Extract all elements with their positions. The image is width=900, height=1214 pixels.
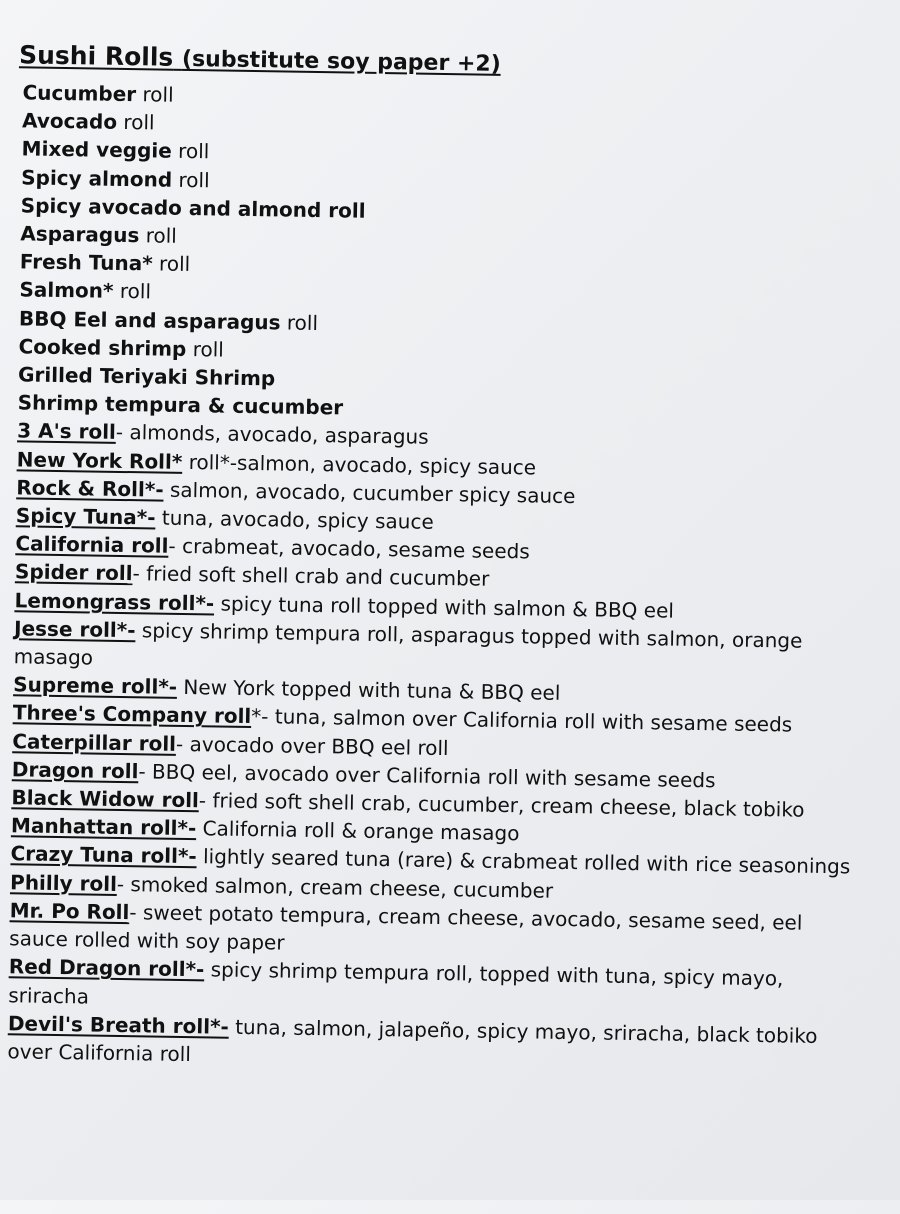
item-name: Mixed veggie bbox=[21, 137, 172, 163]
item-name: Spider roll bbox=[15, 560, 133, 586]
item-name: Manhattan roll*- bbox=[11, 814, 197, 841]
item-name: Rock & Roll*- bbox=[16, 475, 164, 501]
item-name: Black Widow roll bbox=[11, 785, 199, 812]
item-name: Spicy avocado and almond roll bbox=[21, 193, 366, 222]
item-description: spicy shrimp tempura roll, asparagus topped with salmon, orange masago bbox=[14, 618, 803, 670]
item-description: tuna, avocado, spicy sauce bbox=[155, 506, 434, 534]
item-description: - sweet potato tempura, cream cheese, avocado, sesame seed, eel sauce rolled with soy paper bbox=[9, 900, 803, 955]
item-description: lightly seared tuna (rare) & crabmeat rolled with rice seasonings bbox=[197, 845, 851, 879]
item-name: Crazy Tuna roll*- bbox=[10, 842, 196, 869]
item-name: Cucumber bbox=[22, 80, 136, 106]
item-name: Cooked shrimp bbox=[18, 334, 186, 361]
item-description: - crabmeat, avocado, sesame seeds bbox=[168, 534, 530, 564]
item-description: *- tuna, salmon over California roll with sesame seeds bbox=[251, 705, 792, 737]
item-description: roll*-salmon, avocado, spicy sauce bbox=[182, 450, 536, 480]
item-name: Shrimp tempura & cucumber bbox=[17, 391, 343, 420]
item-name: Salmon* bbox=[19, 278, 113, 303]
item-description: New York topped with tuna & BBQ eel bbox=[177, 675, 561, 705]
item-name: Avocado bbox=[22, 109, 117, 134]
item-suffix: roll bbox=[136, 82, 174, 107]
item-suffix: roll bbox=[152, 252, 190, 277]
item-name: Spicy Tuna*- bbox=[16, 503, 156, 529]
item-name: Red Dragon roll*- bbox=[9, 955, 205, 982]
item-name: Caterpillar roll bbox=[12, 729, 176, 756]
item-name: California roll bbox=[15, 532, 168, 558]
item-suffix: roll bbox=[113, 279, 151, 304]
item-name: BBQ Eel and asparagus bbox=[19, 306, 281, 334]
item-name: Fresh Tuna* bbox=[20, 250, 153, 276]
item-name: Mr. Po Roll bbox=[10, 898, 130, 924]
item-name: Asparagus bbox=[20, 221, 139, 247]
page-title bbox=[19, 40, 501, 77]
item-suffix: roll bbox=[139, 223, 177, 248]
item-description: spicy tuna roll topped with salmon & BBQ eel bbox=[214, 591, 674, 622]
item-description: California roll & orange masago bbox=[196, 816, 520, 845]
title-subtitle: (substitute soy paper +2) bbox=[182, 47, 501, 77]
item-description: - almonds, avocado, asparagus bbox=[116, 420, 429, 449]
item-description: spicy shrimp tempura roll, topped with tuna, spicy mayo, sriracha bbox=[8, 958, 783, 1008]
item-name: Devil's Breath roll*- bbox=[8, 1011, 229, 1038]
item-suffix: roll bbox=[186, 337, 224, 362]
item-suffix: roll bbox=[280, 310, 318, 335]
roll-list bbox=[7, 78, 872, 1078]
item-description: - smoked salmon, cream cheese, cucumber bbox=[117, 872, 554, 903]
item-name: Lemongrass roll*- bbox=[14, 588, 214, 615]
item-description: - avocado over BBQ eel roll bbox=[176, 732, 449, 760]
item-name: 3 A's roll bbox=[17, 419, 116, 445]
item-suffix: roll bbox=[172, 167, 210, 192]
item-description: - BBQ eel, avocado over California roll with sesame seeds bbox=[138, 759, 715, 792]
item-suffix: roll bbox=[172, 139, 210, 164]
item-description: salmon, avocado, cucumber spicy sauce bbox=[163, 477, 575, 507]
list-item bbox=[7, 1009, 858, 1079]
item-name: Three's Company roll bbox=[13, 701, 252, 729]
item-description: tuna, salmon, jalapeño, spicy mayo, sriracha, black tobiko over California roll bbox=[7, 1014, 817, 1066]
title-text: Sushi Rolls bbox=[19, 40, 174, 71]
item-name: New York Roll* bbox=[17, 447, 183, 474]
item-name: Jesse roll*- bbox=[14, 616, 136, 642]
item-description: - fried soft shell crab, cucumber, cream cheese, black tobiko bbox=[199, 788, 805, 822]
item-name: Grilled Teriyaki Shrimp bbox=[18, 362, 275, 390]
item-name: Philly roll bbox=[10, 870, 117, 896]
item-suffix: roll bbox=[117, 110, 155, 135]
item-name: Spicy almond bbox=[21, 165, 172, 191]
item-name: Supreme roll*- bbox=[13, 673, 177, 700]
item-name: Dragon roll bbox=[12, 757, 139, 783]
item-description: - fried soft shell crab and cucumber bbox=[132, 562, 489, 592]
